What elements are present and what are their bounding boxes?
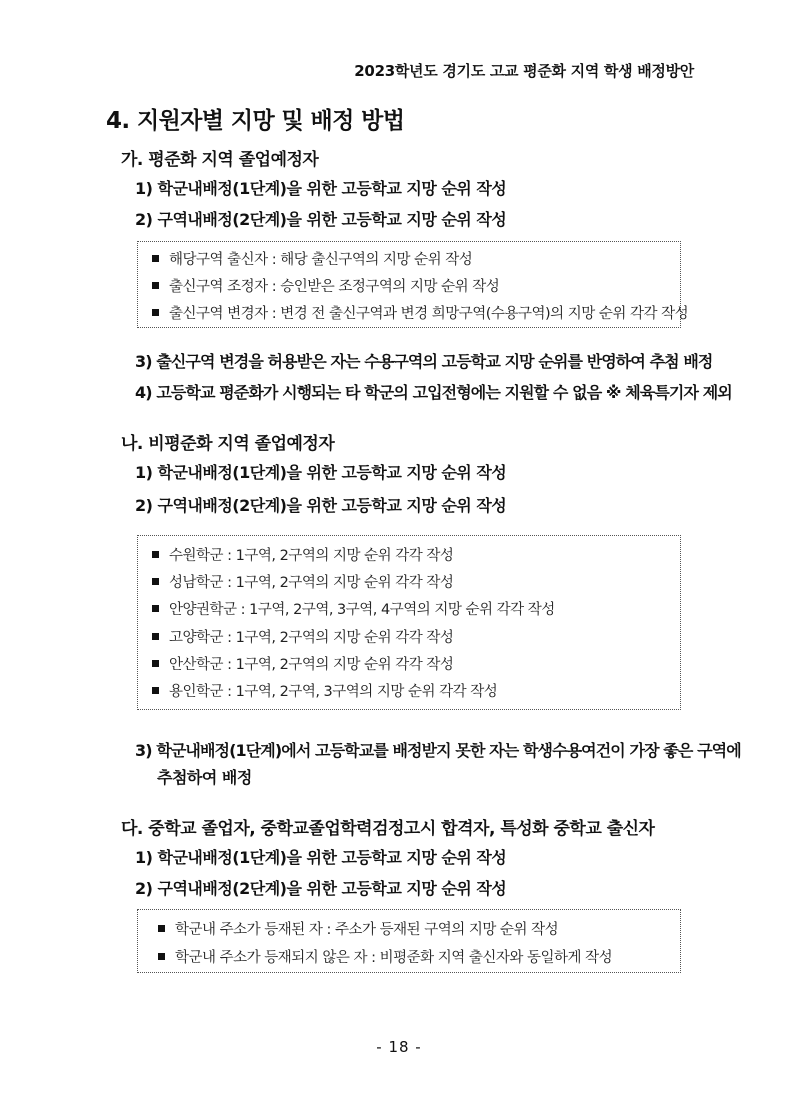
list-item: 용인학군 : 1구역, 2구역, 3구역의 지망 순위 각각 작성 [152,680,497,701]
list-item: 고양학군 : 1구역, 2구역의 지망 순위 각각 작성 [152,626,453,647]
square-bullet-icon [152,309,159,316]
square-bullet-icon [152,282,159,289]
section-a-item-4: 4) 고등학교 평준화가 시행되는 타 학군의 고입전형에는 지원할 수 없음 ※ 체육특기자 제외 [135,383,732,402]
square-bullet-icon [152,578,159,585]
section-c-item-1: 1) 학군내배정(1단계)을 위한 고등학교 지망 순위 작성 [135,848,507,867]
list-item: 수원학군 : 1구역, 2구역의 지망 순위 각각 작성 [152,544,453,565]
section-a-item-3: 3) 출신구역 변경을 허용받은 자는 수용구역의 고등학교 지망 순위를 반영하여 추첨 배정 [135,352,713,371]
section-b-item-2: 2) 구역내배정(2단계)을 위한 고등학교 지망 순위 작성 [135,496,507,515]
list-item: 안산학군 : 1구역, 2구역의 지망 순위 각각 작성 [152,653,453,674]
list-item: 성남학군 : 1구역, 2구역의 지망 순위 각각 작성 [152,571,453,592]
square-bullet-icon [152,605,159,612]
square-bullet-icon [158,953,165,960]
section-b-item-3-continued: 추첨하여 배정 [157,768,252,787]
section-b-note-box [137,535,681,710]
section-heading-b: 나. 비평준화 지역 졸업예정자 [121,434,335,454]
square-bullet-icon [152,660,159,667]
list-item: 학군내 주소가 등재된 자 : 주소가 등재된 구역의 지망 순위 작성 [158,918,558,939]
square-bullet-icon [158,925,165,932]
page-number: - 18 - [376,1038,422,1056]
section-b-item-1: 1) 학군내배정(1단계)을 위한 고등학교 지망 순위 작성 [135,463,507,482]
square-bullet-icon [152,687,159,694]
list-item: 해당구역 출신자 : 해당 출신구역의 지망 순위 작성 [152,248,472,269]
section-c-note-box [137,909,681,973]
section-heading-c: 다. 중학교 졸업자, 중학교졸업학력검정고시 합격자, 특성화 중학교 출신자 [121,819,655,839]
section-b-item-3: 3) 학군내배정(1단계)에서 고등학교를 배정받지 못한 자는 학생수용여건이 가장 좋은 구역에 [135,741,741,760]
chapter-title: 4. 지원자별 지망 및 배정 방법 [106,108,405,134]
square-bullet-icon [152,255,159,262]
list-item: 안양권학군 : 1구역, 2구역, 3구역, 4구역의 지망 순위 각각 작성 [152,598,555,619]
section-a-item-1: 1) 학군내배정(1단계)을 위한 고등학교 지망 순위 작성 [135,179,507,198]
section-heading-a: 가. 평준화 지역 졸업예정자 [121,150,319,170]
list-item: 출신구역 조정자 : 승인받은 조정구역의 지망 순위 작성 [152,275,499,296]
document-header: 2023학년도 경기도 고교 평준화 지역 학생 배정방안 [354,62,694,80]
square-bullet-icon [152,633,159,640]
section-a-item-2: 2) 구역내배정(2단계)을 위한 고등학교 지망 순위 작성 [135,210,507,229]
list-item: 학군내 주소가 등재되지 않은 자 : 비평준화 지역 출신자와 동일하게 작성 [158,946,612,967]
section-c-item-2: 2) 구역내배정(2단계)을 위한 고등학교 지망 순위 작성 [135,879,507,898]
list-item: 출신구역 변경자 : 변경 전 출신구역과 변경 희망구역(수용구역)의 지망 순위 각각 작성 [152,302,688,323]
square-bullet-icon [152,551,159,558]
section-a-note-box [137,241,689,328]
